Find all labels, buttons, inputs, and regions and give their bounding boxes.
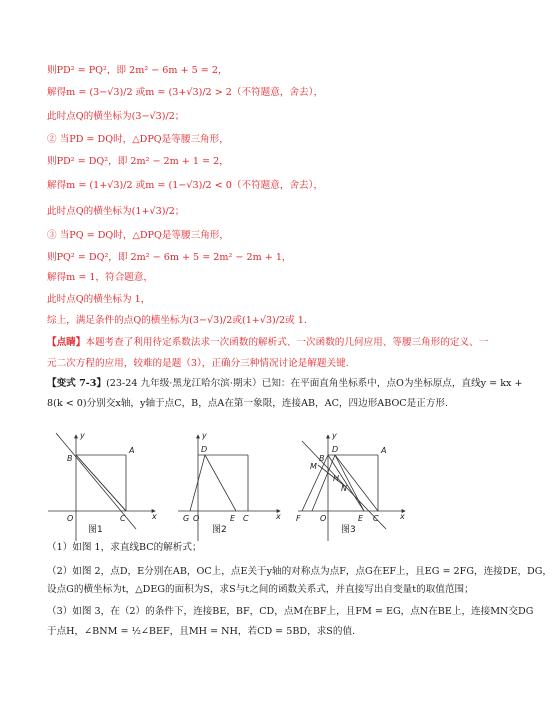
solution-line-8: ③ 当PQ = DQ时，△DPQ是等腰三角形， bbox=[47, 230, 229, 241]
question-3-line-1: （3）如图 3，在（2）的条件下，连接BE，BF，CD，点M在BF上，且FM = EG，点N在BE上，连接MN交DG bbox=[47, 606, 534, 617]
fig3-label-h: H bbox=[333, 474, 340, 483]
question-1: （1）如图 1，求直线BC的解析式； bbox=[47, 542, 202, 553]
fig1-label-y: y bbox=[80, 431, 85, 440]
question-3-line-2: 于点H，∠BNM = ½∠BEF，且MH = NH，若CD = 5BD，求S的值. bbox=[47, 626, 356, 637]
solution-line-11: 此时点Q的横坐标为 1， bbox=[47, 294, 151, 305]
fig1-label-a: A bbox=[129, 446, 135, 455]
solution-line-4: ② 当PD = DQ时，△DPQ是等腰三角形， bbox=[47, 134, 229, 145]
fig2-label-g: G bbox=[183, 514, 190, 523]
fig2-label-c: C bbox=[243, 514, 249, 523]
fig3-label-x: x bbox=[400, 512, 405, 521]
fig1-caption: 图1 bbox=[88, 525, 103, 535]
fig3-label-c: C bbox=[373, 514, 379, 523]
solution-line-1: 则PD² = PQ²，即 2m² − 6m + 5 = 2， bbox=[47, 65, 228, 76]
fig1-label-c: C bbox=[120, 514, 126, 523]
fig2-label-d: D bbox=[201, 445, 208, 454]
fig3-label-e: E bbox=[358, 514, 364, 523]
solution-line-5: 则PD² = DQ²，即 2m² − 2m + 1 = 2， bbox=[47, 156, 229, 167]
solution-line-7: 此时点Q的横坐标为(1+√3)/2； bbox=[47, 206, 185, 217]
fig3-label-o: O bbox=[320, 514, 327, 523]
variant-line-2: 8(k < 0)分别交x轴，y轴于点C，B，点A在第一象限，连接AB，AC，四边形ABOC是正方形. bbox=[47, 398, 449, 409]
question-2-line-2: 设点G的横坐标为t，△DEG的面积为S，求S与t之间的函数关系式，并直接写出自变量t的取值范围； bbox=[47, 584, 474, 595]
fig3-label-m: M bbox=[310, 462, 317, 471]
solution-line-3: 此时点Q的横坐标为(3−√3)/2； bbox=[47, 111, 185, 122]
fig3-label-n: N bbox=[341, 484, 347, 493]
variant-text-1: (23-24 九年级·黑龙江哈尔滨·期末）已知：在平面直角坐标系中，点O为坐标原点，直线y = kx + bbox=[106, 378, 523, 389]
fig3-caption: 图3 bbox=[341, 525, 356, 535]
solution-line-12: 综上，满足条件的点Q的横坐标为(3−√3)/2或(1+√3)/2或 1. bbox=[47, 315, 307, 326]
solution-line-6: 解得m = (1+√3)/2 或m = (1−√3)/2 < 0（不符题意，舍去）， bbox=[47, 180, 324, 191]
fig2-label-y: y bbox=[202, 431, 207, 440]
variant-line-1 bbox=[47, 378, 523, 390]
fig3-label-f: F bbox=[296, 514, 301, 523]
fig1-label-o: O bbox=[67, 514, 74, 523]
fig3-label-y: y bbox=[332, 431, 337, 440]
solution-line-10: 解得m = 1，符合题意， bbox=[47, 272, 154, 283]
comment-line-2: 元二次方程的应用，较难的是题（3），正确分三种情况讨论是解题关键. bbox=[47, 358, 349, 369]
fig1-label-x: x bbox=[152, 512, 157, 521]
fig2-caption: 图2 bbox=[212, 525, 227, 535]
solution-line-2: 解得m = (3−√3)/2 或m = (3+√3)/2 > 2（不符题意，舍去）， bbox=[47, 87, 324, 98]
fig2-label-x: x bbox=[276, 512, 281, 521]
figure-2 bbox=[178, 435, 280, 541]
variant-tag: 【变式 7-3】 bbox=[47, 378, 107, 389]
comment-tag: 【点睛】 bbox=[47, 337, 86, 348]
question-2-line-1: （2）如图 2，点D，E分别在AB，OC上，点E关于y轴的对称点为点F，点G在EF上，且EG = 2FG，连接DE，DG， bbox=[47, 566, 552, 577]
fig3-label-b: B bbox=[319, 454, 325, 463]
comment-text-1: 本题考查了利用待定系数法求一次函数的解析式、一次函数的几何应用、等腰三角形的定义、一 bbox=[85, 337, 489, 348]
fig1-label-b: B bbox=[67, 454, 73, 463]
solution-line-9: 则PQ² = DQ²，即 2m² − 6m + 5 = 2m² − 2m + 1， bbox=[47, 252, 292, 263]
fig2-label-e: E bbox=[230, 514, 236, 523]
fig3-label-a: A bbox=[381, 446, 387, 455]
comment-line-1 bbox=[47, 337, 488, 349]
fig2-label-o: O bbox=[193, 514, 200, 523]
fig3-label-d: D bbox=[332, 445, 339, 454]
